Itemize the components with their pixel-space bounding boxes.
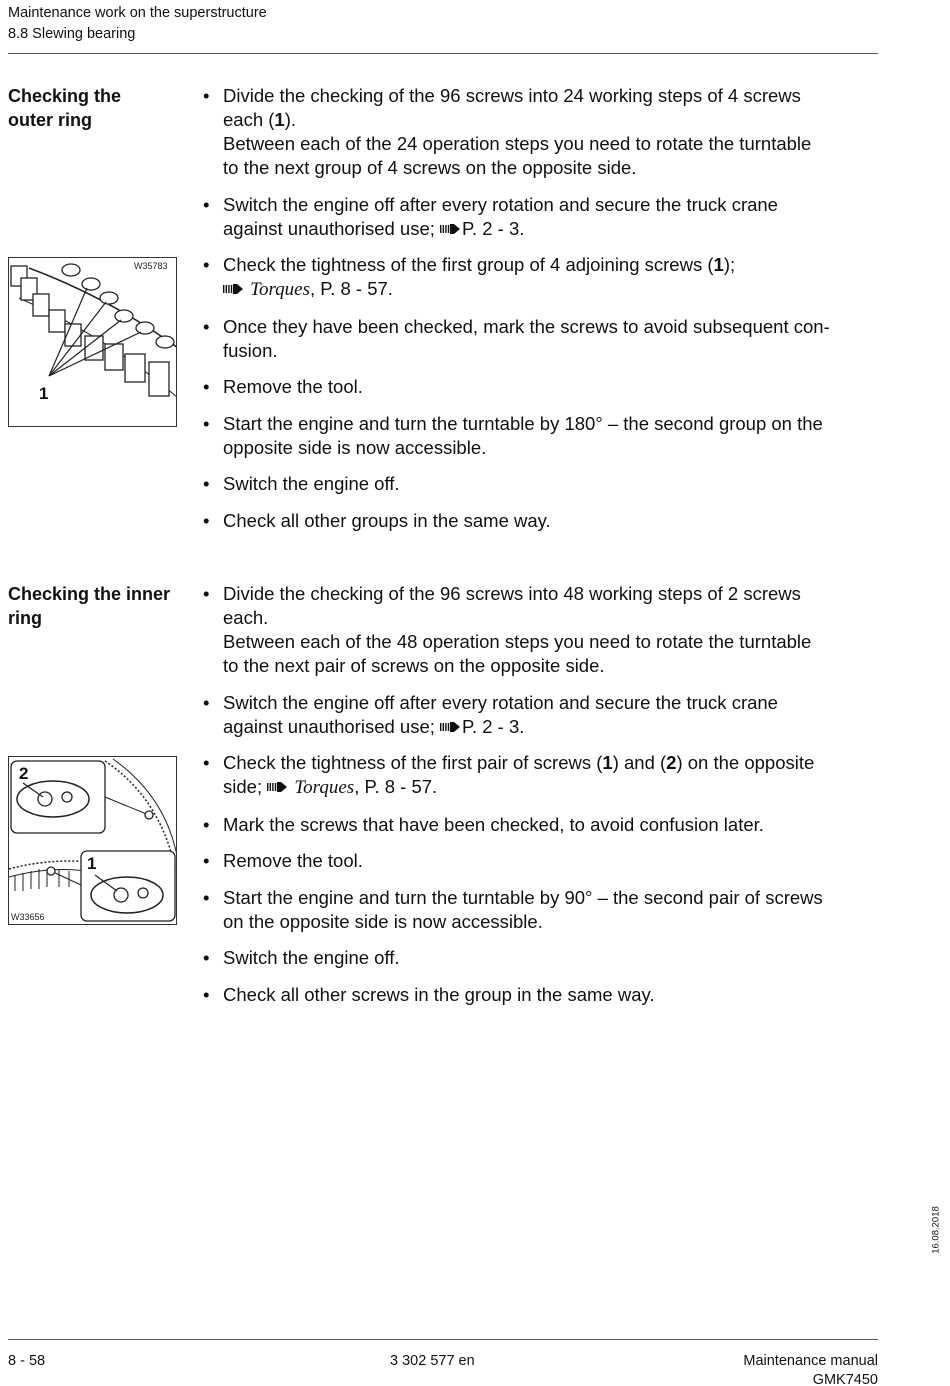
chapter-title: Maintenance work on the superstructure — [8, 5, 267, 21]
inner-ring-heading: Checking the inner ring — [8, 584, 171, 628]
revision-date: 16.08.2018 — [930, 1206, 942, 1254]
reference-link[interactable]: P. 2 - 3. — [462, 217, 525, 239]
reference-arrow-icon — [440, 720, 460, 734]
list-item: • Remove the tool. — [203, 375, 893, 399]
outer-ring-steps — [203, 84, 893, 545]
figure-callout-1: 1 — [39, 384, 49, 403]
slewing-ring-inner-illustration — [9, 757, 177, 925]
list-item: • Once they have been checked, mark the screws to avoid subsequent con- fusion. — [203, 315, 893, 363]
outer-ring-heading: Checking the outer ring — [8, 86, 122, 130]
list-item: • Mark the screws that have been checked, to avoid confusion later. — [203, 813, 893, 837]
list-item: • Divide the checking of the 96 screws into 24 working steps of 4 screws each (1). Between each of the 24 operation steps you need to rotate the turntable to the next group of 4 screws on the opposite side. — [203, 84, 893, 180]
reference-link[interactable]: Torques — [250, 279, 310, 300]
reference-arrow-icon — [223, 282, 243, 296]
document-number: 3 302 577 en — [390, 1353, 475, 1369]
list-item: • Remove the tool. — [203, 849, 893, 873]
figure-callout-1: 1 — [87, 854, 97, 873]
list-item: • Check the tightness of the first pair of screws (1) and (2) on the opposite side; Torques, P. 8 - 57. — [203, 751, 893, 800]
list-item: • Switch the engine off after every rotation and secure the truck crane against unauthorised use; P. 2 - 3. — [203, 691, 893, 739]
outer-ring-figure — [8, 257, 177, 427]
list-item: • Check all other groups in the same way. — [203, 509, 893, 533]
list-item: • Start the engine and turn the turntable by 90° – the second pair of screws on the opposite side is now accessible. — [203, 886, 893, 934]
figure-callout-2: 2 — [19, 764, 29, 783]
list-item: • Start the engine and turn the turntable by 180° – the second group on the opposite side is now accessible. — [203, 412, 893, 460]
list-item: • Switch the engine off. — [203, 946, 893, 970]
reference-arrow-icon — [440, 222, 460, 236]
reference-link[interactable]: Torques — [294, 777, 355, 798]
figure-code: W33656 — [11, 912, 45, 922]
manual-title: Maintenance manual GMK7450 — [743, 1353, 878, 1386]
list-item: • Divide the checking of the 96 screws into 48 working steps of 2 screws each. Between each of the 48 operation steps you need to rotate the turntable to the next pair of screws on the opposite side. — [203, 582, 893, 678]
reference-arrow-icon — [267, 780, 287, 794]
figure-code: W35783 — [134, 261, 168, 271]
page-number: 8 - 58 — [8, 1353, 46, 1369]
list-item: • Check the tightness of the first group of 4 adjoining screws (1); Torques, P. 8 - 57. — [203, 253, 893, 302]
reference-link[interactable]: P. 2 - 3. — [462, 715, 525, 737]
list-item: • Switch the engine off. — [203, 472, 893, 496]
inner-ring-figure — [8, 756, 177, 925]
list-item: • Check all other screws in the group in the same way. — [203, 983, 893, 1007]
inner-ring-steps — [203, 582, 893, 1019]
list-item: • Switch the engine off after every rotation and secure the truck crane against unauthorised use; P. 2 - 3. — [203, 193, 893, 241]
header-divider — [8, 53, 878, 54]
slewing-ring-outer-illustration — [9, 258, 177, 427]
page-header — [8, 3, 267, 44]
section-title: 8.8 Slewing bearing — [8, 25, 136, 42]
footer-divider — [8, 1339, 878, 1340]
